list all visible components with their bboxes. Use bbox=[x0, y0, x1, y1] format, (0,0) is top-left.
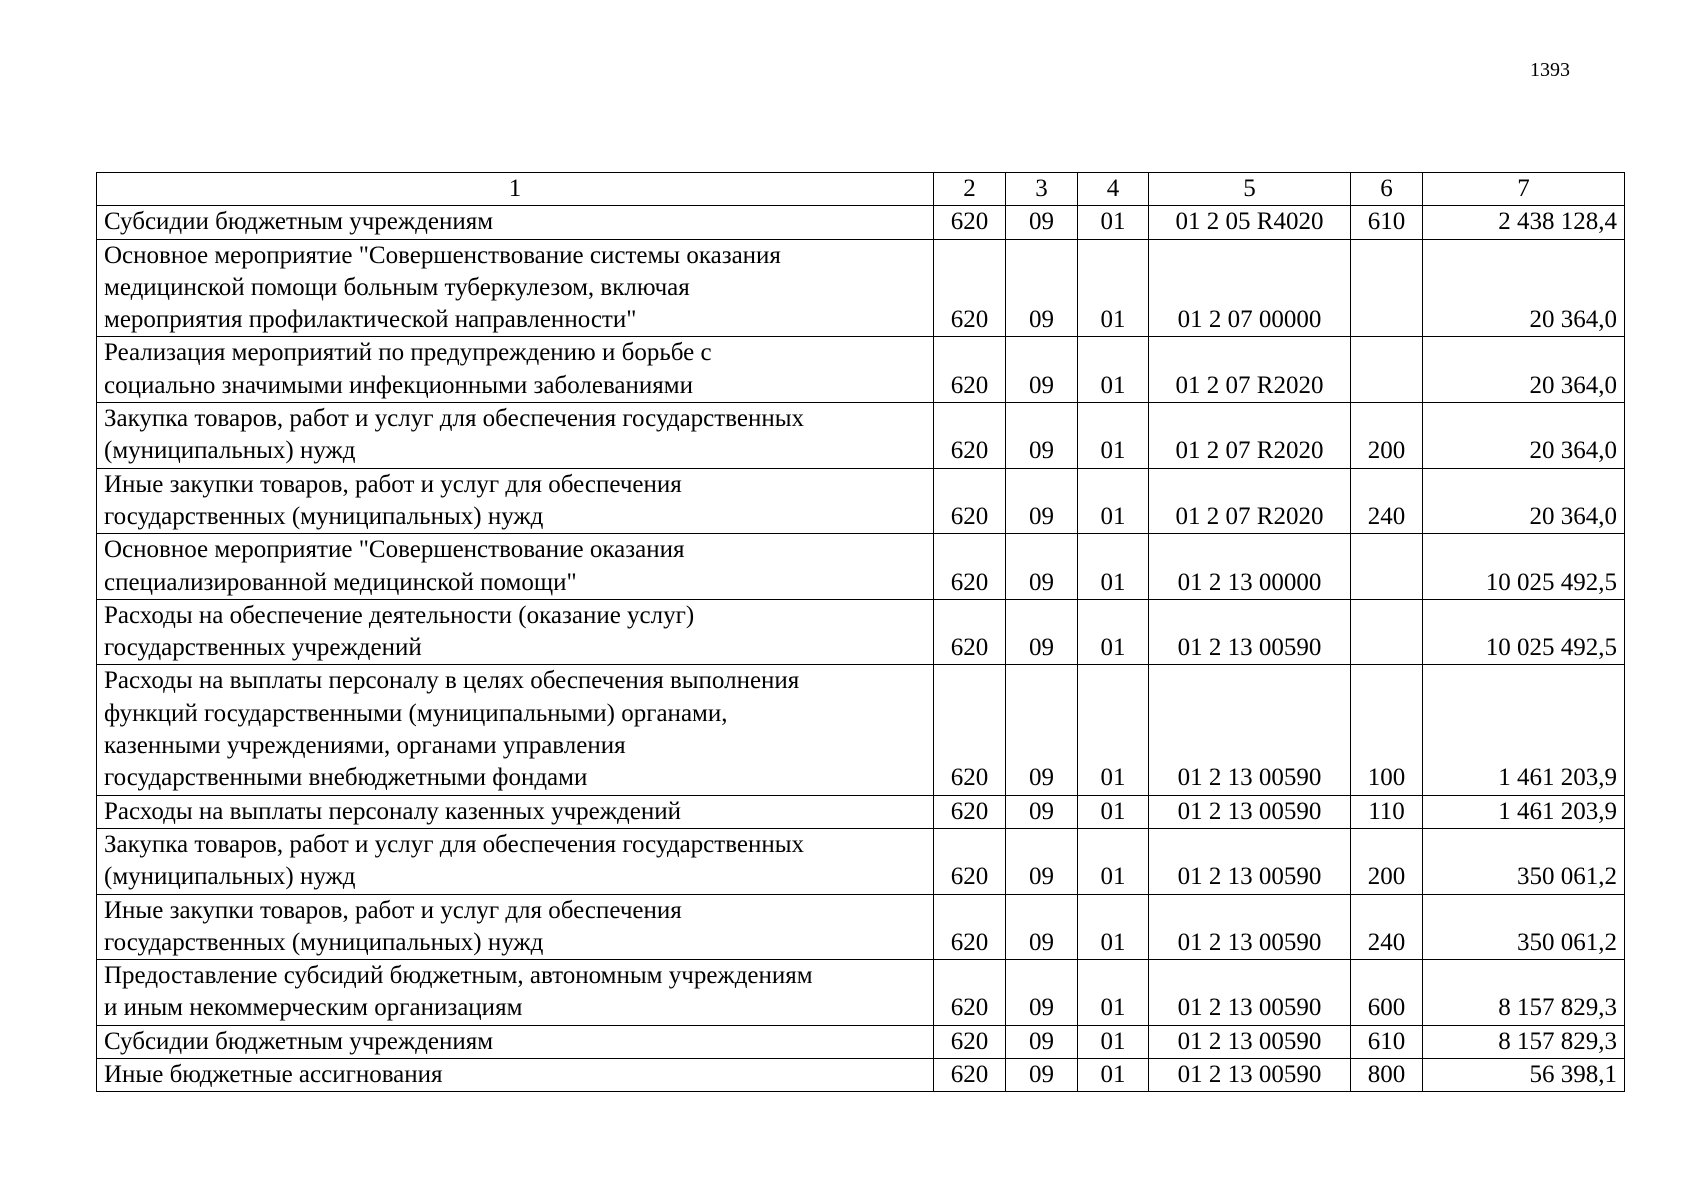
cell-col-5: 01 2 13 00590 bbox=[1149, 960, 1351, 1026]
cell-col-1 bbox=[97, 795, 934, 828]
cell-col-4: 01 bbox=[1078, 599, 1149, 665]
table-row bbox=[97, 795, 1625, 828]
table-row bbox=[97, 599, 1625, 665]
cell-col-4: 01 bbox=[1078, 534, 1149, 600]
cell-col-3: 09 bbox=[1006, 795, 1078, 828]
row-name-line: Основное мероприятие "Совершенствование системы оказания bbox=[104, 241, 781, 269]
cell-col-4: 01 bbox=[1078, 1059, 1149, 1092]
cell-col-7: 2 438 128,4 bbox=[1423, 206, 1625, 239]
cell-col-3: 09 bbox=[1006, 239, 1078, 337]
cell-col-2: 620 bbox=[934, 403, 1006, 469]
cell-col-1 bbox=[97, 960, 934, 1026]
cell-col-7: 1 461 203,9 bbox=[1423, 795, 1625, 828]
row-name-line: Субсидии бюджетным учреждениям bbox=[104, 1027, 494, 1055]
cell-col-6: 100 bbox=[1351, 665, 1423, 795]
cell-col-4: 01 bbox=[1078, 206, 1149, 239]
cell-col-4: 01 bbox=[1078, 1025, 1149, 1058]
cell-col-3: 09 bbox=[1006, 534, 1078, 600]
row-name-line: Предоставление субсидий бюджетным, автономным учреждениям bbox=[104, 962, 813, 990]
row-name-line: специализированной медицинской помощи" bbox=[104, 568, 577, 596]
table-row bbox=[97, 403, 1625, 469]
table-row bbox=[97, 468, 1625, 534]
cell-col-4: 01 bbox=[1078, 337, 1149, 403]
header-cell-7: 7 bbox=[1423, 173, 1625, 206]
cell-col-5: 01 2 07 R2020 bbox=[1149, 403, 1351, 469]
cell-col-1 bbox=[97, 599, 934, 665]
cell-col-2: 620 bbox=[934, 894, 1006, 960]
table-row bbox=[97, 534, 1625, 600]
header-cell-4: 4 bbox=[1078, 173, 1149, 206]
cell-col-6: 240 bbox=[1351, 894, 1423, 960]
cell-col-6: 610 bbox=[1351, 206, 1423, 239]
cell-col-6: 800 bbox=[1351, 1059, 1423, 1092]
cell-col-1 bbox=[97, 534, 934, 600]
cell-col-6: 240 bbox=[1351, 468, 1423, 534]
row-name-line: Расходы на выплаты персоналу в целях обеспечения выполнения bbox=[104, 667, 800, 695]
row-name-line: мероприятия профилактической направленности" bbox=[104, 306, 637, 334]
cell-col-2: 620 bbox=[934, 206, 1006, 239]
row-name-line: функций государственными (муниципальными) органами, bbox=[104, 699, 728, 727]
table-row bbox=[97, 828, 1625, 894]
cell-col-1 bbox=[97, 403, 934, 469]
cell-col-3: 09 bbox=[1006, 1059, 1078, 1092]
row-name-line: государственных (муниципальных) нужд bbox=[104, 502, 544, 530]
cell-col-1 bbox=[97, 206, 934, 239]
header-cell-1: 1 bbox=[97, 173, 934, 206]
row-name-line: Иные закупки товаров, работ и услуг для обеспечения bbox=[104, 896, 682, 924]
cell-col-6: 600 bbox=[1351, 960, 1423, 1026]
cell-col-4: 01 bbox=[1078, 403, 1149, 469]
cell-col-5: 01 2 13 00590 bbox=[1149, 828, 1351, 894]
header-cell-3: 3 bbox=[1006, 173, 1078, 206]
cell-col-5: 01 2 13 00590 bbox=[1149, 599, 1351, 665]
cell-col-7: 8 157 829,3 bbox=[1423, 1025, 1625, 1058]
cell-col-1 bbox=[97, 337, 934, 403]
cell-col-4: 01 bbox=[1078, 828, 1149, 894]
row-name-line: Субсидии бюджетным учреждениям bbox=[104, 208, 494, 236]
cell-col-1 bbox=[97, 828, 934, 894]
cell-col-6 bbox=[1351, 337, 1423, 403]
cell-col-4: 01 bbox=[1078, 665, 1149, 795]
cell-col-7: 20 364,0 bbox=[1423, 468, 1625, 534]
cell-col-5: 01 2 07 R2020 bbox=[1149, 337, 1351, 403]
cell-col-6 bbox=[1351, 599, 1423, 665]
cell-col-5: 01 2 07 00000 bbox=[1149, 239, 1351, 337]
cell-col-7: 350 061,2 bbox=[1423, 828, 1625, 894]
cell-col-7: 20 364,0 bbox=[1423, 403, 1625, 469]
cell-col-1 bbox=[97, 468, 934, 534]
row-name-line: (муниципальных) нужд bbox=[104, 863, 356, 891]
header-cell-5: 5 bbox=[1149, 173, 1351, 206]
cell-col-7: 20 364,0 bbox=[1423, 239, 1625, 337]
cell-col-7: 10 025 492,5 bbox=[1423, 599, 1625, 665]
cell-col-3: 09 bbox=[1006, 337, 1078, 403]
cell-col-6: 200 bbox=[1351, 828, 1423, 894]
page-number: 1393 bbox=[1530, 59, 1570, 81]
row-name-line: Расходы на выплаты персоналу казенных учреждений bbox=[104, 797, 681, 825]
row-name-line: Закупка товаров, работ и услуг для обеспечения государственных bbox=[104, 830, 805, 858]
row-name-line: (муниципальных) нужд bbox=[104, 437, 356, 465]
cell-col-3: 09 bbox=[1006, 403, 1078, 469]
cell-col-3: 09 bbox=[1006, 894, 1078, 960]
cell-col-2: 620 bbox=[934, 1025, 1006, 1058]
cell-col-2: 620 bbox=[934, 665, 1006, 795]
row-name-line: государственных (муниципальных) нужд bbox=[104, 928, 544, 956]
row-name-line: социально значимыми инфекционными заболеваниями bbox=[104, 371, 693, 399]
table-row bbox=[97, 239, 1625, 337]
cell-col-3: 09 bbox=[1006, 828, 1078, 894]
cell-col-3: 09 bbox=[1006, 206, 1078, 239]
cell-col-1 bbox=[97, 1025, 934, 1058]
cell-col-1 bbox=[97, 665, 934, 795]
cell-col-5: 01 2 13 00590 bbox=[1149, 1059, 1351, 1092]
cell-col-4: 01 bbox=[1078, 894, 1149, 960]
cell-col-5: 01 2 05 R4020 bbox=[1149, 206, 1351, 239]
cell-col-7: 350 061,2 bbox=[1423, 894, 1625, 960]
cell-col-2: 620 bbox=[934, 599, 1006, 665]
cell-col-6 bbox=[1351, 534, 1423, 600]
cell-col-2: 620 bbox=[934, 1059, 1006, 1092]
table-header-row bbox=[97, 173, 1625, 206]
row-name-line: Иные бюджетные ассигнования bbox=[104, 1061, 443, 1089]
table-row bbox=[97, 665, 1625, 795]
cell-col-7: 8 157 829,3 bbox=[1423, 960, 1625, 1026]
cell-col-4: 01 bbox=[1078, 239, 1149, 337]
table-row bbox=[97, 206, 1625, 239]
cell-col-1 bbox=[97, 239, 934, 337]
cell-col-5: 01 2 07 R2020 bbox=[1149, 468, 1351, 534]
cell-col-1 bbox=[97, 1059, 934, 1092]
cell-col-2: 620 bbox=[934, 828, 1006, 894]
row-name-line: Реализация мероприятий по предупреждению и борьбе с bbox=[104, 339, 712, 367]
row-name-line: и иным некоммерческим организациям bbox=[104, 994, 523, 1022]
cell-col-3: 09 bbox=[1006, 599, 1078, 665]
row-name-line: Расходы на обеспечение деятельности (оказание услуг) bbox=[104, 601, 695, 629]
cell-col-5: 01 2 13 00590 bbox=[1149, 665, 1351, 795]
cell-col-5: 01 2 13 00590 bbox=[1149, 795, 1351, 828]
row-name-line: Закупка товаров, работ и услуг для обеспечения государственных bbox=[104, 405, 805, 433]
cell-col-2: 620 bbox=[934, 795, 1006, 828]
row-name-line: государственными внебюджетными фондами bbox=[104, 764, 588, 792]
budget-table bbox=[96, 172, 1625, 1092]
cell-col-2: 620 bbox=[934, 239, 1006, 337]
header-cell-2: 2 bbox=[934, 173, 1006, 206]
table-row bbox=[97, 960, 1625, 1026]
cell-col-3: 09 bbox=[1006, 960, 1078, 1026]
cell-col-5: 01 2 13 00590 bbox=[1149, 894, 1351, 960]
cell-col-2: 620 bbox=[934, 468, 1006, 534]
cell-col-4: 01 bbox=[1078, 468, 1149, 534]
budget-table-body bbox=[97, 173, 1625, 1092]
row-name-line: медицинской помощи больным туберкулезом, включая bbox=[104, 273, 690, 301]
table-row bbox=[97, 1059, 1625, 1092]
row-name-line: государственных учреждений bbox=[104, 634, 422, 662]
table-row bbox=[97, 1025, 1625, 1058]
cell-col-3: 09 bbox=[1006, 1025, 1078, 1058]
table-row bbox=[97, 337, 1625, 403]
cell-col-6 bbox=[1351, 239, 1423, 337]
cell-col-7: 10 025 492,5 bbox=[1423, 534, 1625, 600]
cell-col-2: 620 bbox=[934, 337, 1006, 403]
cell-col-3: 09 bbox=[1006, 665, 1078, 795]
header-cell-6: 6 bbox=[1351, 173, 1423, 206]
row-name-line: Иные закупки товаров, работ и услуг для обеспечения bbox=[104, 470, 682, 498]
row-name-line: казенными учреждениями, органами управления bbox=[104, 732, 626, 760]
table-row bbox=[97, 894, 1625, 960]
cell-col-3: 09 bbox=[1006, 468, 1078, 534]
cell-col-2: 620 bbox=[934, 960, 1006, 1026]
row-name-line: Основное мероприятие "Совершенствование оказания bbox=[104, 536, 685, 564]
cell-col-5: 01 2 13 00000 bbox=[1149, 534, 1351, 600]
cell-col-2: 620 bbox=[934, 534, 1006, 600]
cell-col-4: 01 bbox=[1078, 960, 1149, 1026]
cell-col-6: 110 bbox=[1351, 795, 1423, 828]
cell-col-7: 20 364,0 bbox=[1423, 337, 1625, 403]
cell-col-4: 01 bbox=[1078, 795, 1149, 828]
cell-col-7: 1 461 203,9 bbox=[1423, 665, 1625, 795]
cell-col-7: 56 398,1 bbox=[1423, 1059, 1625, 1092]
cell-col-6: 610 bbox=[1351, 1025, 1423, 1058]
cell-col-5: 01 2 13 00590 bbox=[1149, 1025, 1351, 1058]
cell-col-6: 200 bbox=[1351, 403, 1423, 469]
cell-col-1 bbox=[97, 894, 934, 960]
